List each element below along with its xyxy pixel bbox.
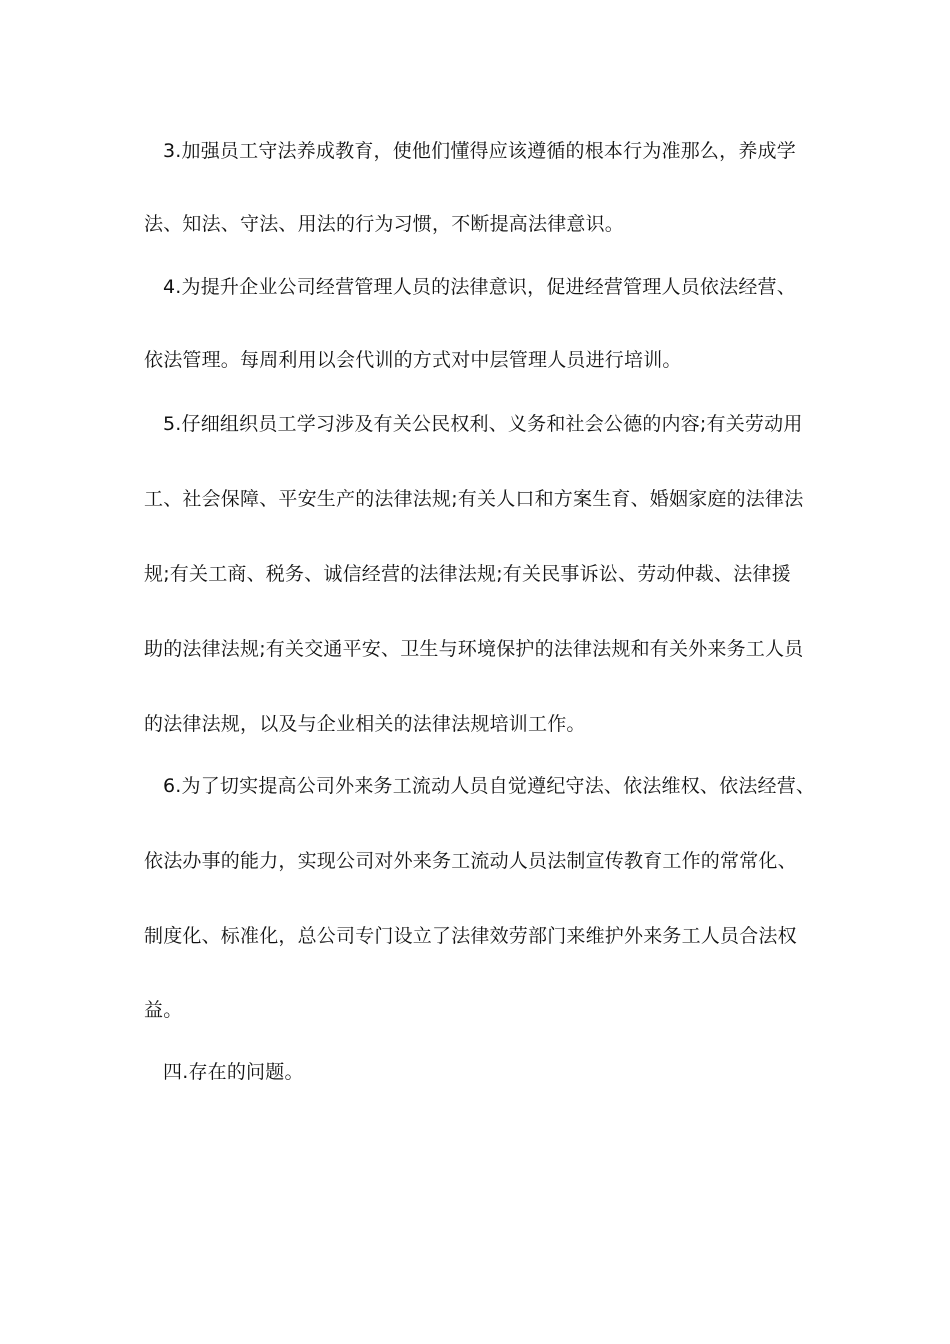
paragraph-6-line-1: 6.为了切实提高公司外来务工流动人员自觉遵纪守法、依法维权、依法经营、 [163,775,816,797]
paragraph-3-line-1: 3.加强员工守法养成教育，使他们懂得应该遵循的根本行为准那么，养成学 [163,140,796,162]
paragraph-4-line-2: 依法管理。每周利用以会代训的方式对中层管理人员进行培训。 [144,349,682,371]
paragraph-6-line-4: 益。 [144,999,183,1021]
paragraph-5-line-2: 工、社会保障、平安生产的法律法规;有关人口和方案生育、婚姻家庭的法律法 [144,488,804,510]
paragraph-6-line-3: 制度化、标准化，总公司专门设立了法律效劳部门来维护外来务工人员合法权 [144,925,797,947]
paragraph-5-line-5: 的法律法规，以及与企业相关的法律法规培训工作。 [144,713,586,735]
paragraph-4-line-1: 4.为提升企业公司经营管理人员的法律意识，促进经营管理人员依法经营、 [163,276,796,298]
paragraph-6-line-2: 依法办事的能力，实现公司对外来务工流动人员法制宣传教育工作的常常化、 [144,850,797,872]
paragraph-5-line-1: 5.仔细组织员工学习涉及有关公民权利、义务和社会公德的内容;有关劳动用 [163,413,803,435]
paragraph-3-line-2: 法、知法、守法、用法的行为习惯，不断提高法律意识。 [144,213,625,235]
paragraph-5-line-3: 规;有关工商、税务、诚信经营的法律法规;有关民事诉讼、劳动仲裁、法律援 [144,563,791,585]
paragraph-5-line-4: 助的法律法规;有关交通平安、卫生与环境保护的法律法规和有关外来务工人员 [144,638,804,660]
section-heading-issues: 四.存在的问题。 [163,1061,304,1083]
